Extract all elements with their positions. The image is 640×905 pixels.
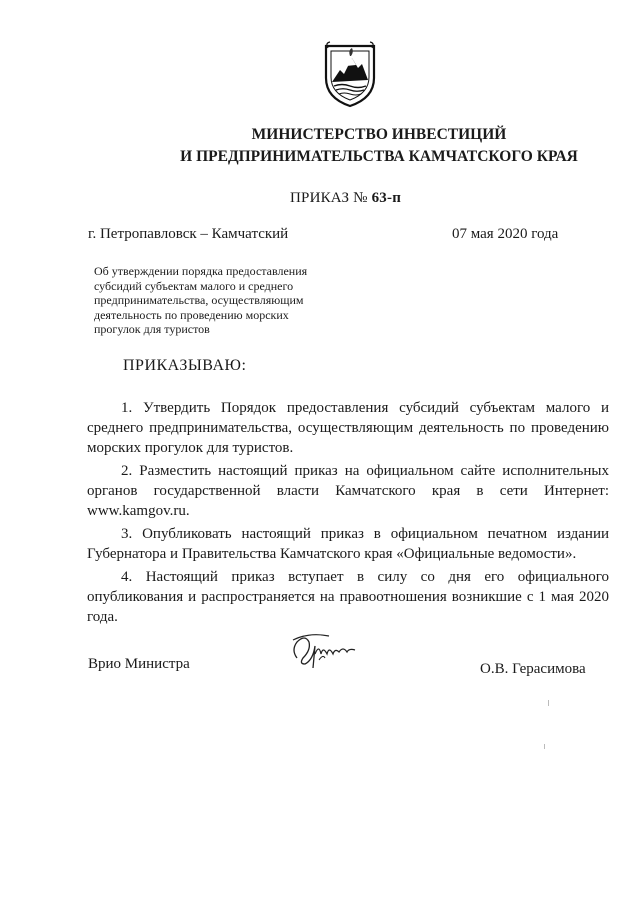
item-line: опубликования и распространяется на правоотношения возникшие с 1 мая 2020 — [87, 589, 609, 605]
item-line: 2. Разместить настоящий приказ на официальном сайте исполнительных — [121, 463, 609, 479]
order-title-label: ПРИКАЗ № — [290, 190, 368, 206]
subject-line: субсидий субъектам малого и среднего — [94, 278, 294, 293]
item-line: www.kamgov.ru. — [87, 503, 190, 519]
subject-line: прогулок для туристов — [94, 322, 210, 336]
kamchatka-coat-of-arms-icon — [322, 40, 378, 108]
item-line: морских прогулок для туристов. — [87, 440, 294, 456]
item-line: 1. Утвердить Порядок предоставления субсидий субъектам малого и — [121, 400, 609, 416]
signatory-name: О.В. Герасимова — [480, 661, 586, 677]
item-line: среднего предпринимательства, осуществляющим деятельность по проведению — [87, 420, 609, 436]
subject-line: деятельность по проведению морских — [94, 307, 289, 322]
order-item-3 — [87, 524, 609, 564]
signatory-position: Врио Министра — [88, 656, 190, 672]
handwritten-signature-icon — [289, 624, 359, 672]
order-item-2 — [87, 461, 609, 521]
item-line: Губернатора и Правительства Камчатского края «Официальные ведомости». — [87, 546, 577, 562]
order-city: г. Петропавловск – Камчатский — [88, 226, 289, 242]
scan-speck — [544, 744, 545, 749]
order-number: 63-п — [371, 190, 402, 206]
order-title — [290, 190, 401, 207]
order-directive: ПРИКАЗЫВАЮ: — [123, 357, 247, 374]
ministry-name-line-1: МИНИСТЕРСТВО ИНВЕСТИЦИЙ — [251, 126, 507, 143]
item-line: года. — [87, 609, 118, 625]
order-date: 07 мая 2020 года — [452, 226, 559, 242]
item-line: органов государственной власти Камчатского края в сети Интернет: — [87, 483, 609, 499]
ministry-name-line-2: И ПРЕДПРИНИМАТЕЛЬСТВА КАМЧАТСКОГО КРАЯ — [180, 148, 578, 165]
subject-line: Об утверждении порядка предоставления — [94, 264, 308, 278]
ministry-name — [90, 124, 638, 168]
order-items — [87, 398, 609, 627]
scan-speck — [548, 700, 549, 706]
item-line: 4. Настоящий приказ вступает в силу со дня его официального — [121, 569, 609, 585]
order-subject — [94, 264, 334, 337]
subject-line: предпринимательства, осуществляющим — [94, 293, 304, 307]
order-item-1 — [87, 398, 609, 458]
item-line: 3. Опубликовать настоящий приказ в официальном печатном издании — [121, 526, 609, 542]
order-item-4 — [87, 567, 609, 627]
